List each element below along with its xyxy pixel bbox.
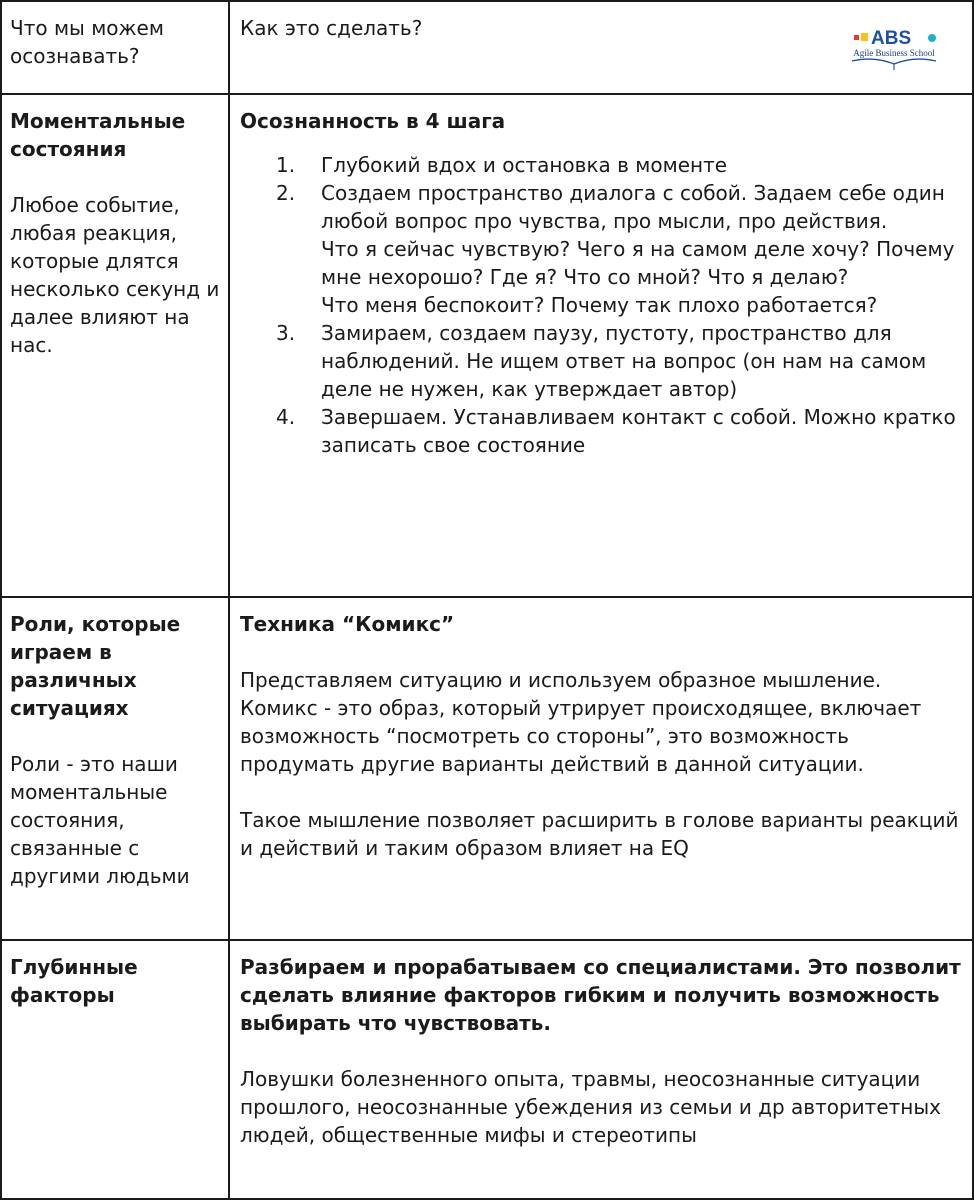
abs-logo	[844, 18, 944, 78]
row-deep-factors	[1, 940, 973, 1199]
logo-dot-red	[854, 35, 859, 40]
logo-dot-yellow	[861, 33, 868, 41]
row1-left-title: Моментальные состояния	[10, 109, 186, 161]
header-left-cell	[1, 1, 229, 94]
logo-dot-teal	[928, 34, 936, 42]
step-number: 2.	[276, 181, 296, 205]
step-number: 4.	[276, 405, 296, 429]
logo-book-icon	[852, 59, 936, 64]
step-text: Что меня беспокоит? Почему так плохо работается?	[321, 293, 878, 317]
step-number: 1.	[276, 153, 296, 177]
row2-left-desc: Роли - это наши моментальные состояния, связанные с другими людьми	[10, 752, 190, 888]
row2-paragraph: Такое мышление позволяет расширить в голове варианты реакций и действий и таким образом влияет на EQ	[240, 808, 959, 860]
row-roles	[1, 597, 973, 940]
step-item	[240, 403, 962, 459]
header-left-text: Что мы можем осознавать?	[10, 16, 164, 68]
row2-right-title: Техника “Комикс”	[240, 612, 455, 636]
row2-left-title: Роли, которые играем в различных ситуациях	[10, 612, 181, 720]
step-text: Создаем пространство диалога с собой. Задаем себе один любой вопрос про чувства, про мысли, про действия.	[321, 181, 945, 233]
steps-list	[240, 151, 962, 459]
row2-paragraph: Представляем ситуацию и используем образное мышление. Комикс - это образ, который утрирует происходящее, включает возможность “посмотреть со стороны”, это возможность продумать другие варианты действий в данной ситуации.	[240, 668, 922, 776]
row2-right-cell	[229, 597, 973, 940]
step-item	[240, 179, 962, 319]
header-row	[1, 1, 973, 94]
row3-right-title: Разбираем и прорабатываем со специалистами. Это позволит сделать влияние факторов гибким и получить возможность выбирать что чувствовать.	[240, 955, 961, 1035]
row1-left-desc: Любое событие, любая реакция, которые длятся несколько секунд и далее влияют на нас.	[10, 193, 220, 357]
header-right-text: Как это сделать?	[240, 16, 423, 40]
row2-left-cell	[1, 597, 229, 940]
step-number: 3.	[276, 321, 296, 345]
row3-left-title: Глубинные факторы	[10, 955, 138, 1007]
step-text: Замираем, создаем паузу, пустоту, пространство для наблюдений. Не ищем ответ на вопрос (он нам на самом деле не нужен, как утверждает автор)	[321, 321, 927, 401]
step-text: Что я сейчас чувствую? Чего я на самом деле хочу? Почему мне нехорошо? Где я? Что со мной? Что я делаю?	[321, 237, 955, 289]
step-text: Завершаем. Устанавливаем контакт с собой. Можно кратко записать свое состояние	[321, 405, 956, 457]
row1-right-title: Осознанность в 4 шага	[240, 109, 506, 133]
step-item	[240, 151, 962, 179]
step-text: Глубокий вдох и остановка в моменте	[321, 153, 728, 177]
row3-right-cell	[229, 940, 973, 1199]
row3-paragraph: Ловушки болезненного опыта, травмы, неосознанные ситуации прошлого, неосознанные убеждения из семьи и др авторитетных людей, общественные мифы и стереотипы	[240, 1067, 941, 1147]
row1-left-cell	[1, 94, 229, 597]
logo-mark: ABS	[871, 28, 912, 49]
logo-subtitle: Agile Business School	[853, 48, 935, 58]
header-right-cell	[229, 1, 973, 94]
row1-right-cell	[229, 94, 973, 597]
row-moment-states	[1, 94, 973, 597]
step-item	[240, 319, 962, 403]
row3-left-cell	[1, 940, 229, 1199]
